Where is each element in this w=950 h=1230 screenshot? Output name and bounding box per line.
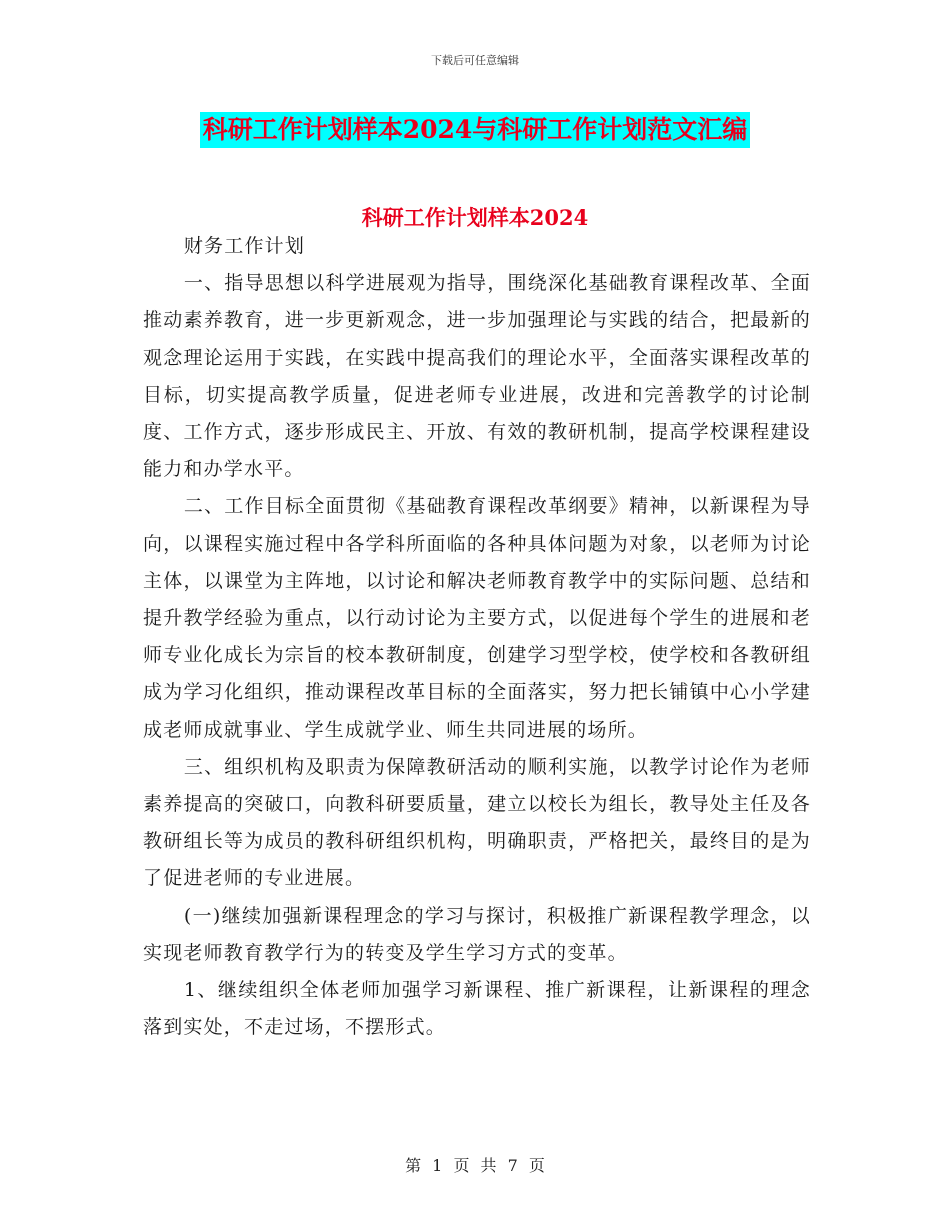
- sub-title: 科研工作计划样本2024: [361, 205, 589, 230]
- paragraph: 1、继续组织全体老师加强学习新课程、推广新课程，让新课程的理念落到实处，不走过场，不摆形式。: [143, 979, 811, 1039]
- page-number: 第 1 页 共 7 页: [405, 1156, 545, 1175]
- paragraph: 二、工作目标全面贯彻《基础教育课程改革纲要》精神，以新课程为导向，以课程实施过程中各学科所面临的各种具体问题为对象，以老师为讨论主体，以课堂为主阵地，以讨论和解决老师教育教学中的实际问题、总结和提升教学经验为重点，以行动讨论为主要方式，以促进每个学生的进展和老师专业化成长为宗旨的校本教研制度，创建学习型学校，使学校和各教研组成为学习化组织，推动课程改革目标的全面落实，努力把长铺镇中心小学建成老师成就事业、学生成就学业、师生共同进展的场所。: [143, 495, 811, 741]
- paragraph: (一)继续加强新课程理念的学习与探讨，积极推广新课程教学理念，以实现老师教育教学行为的转变及学生学习方式的变革。: [143, 904, 811, 964]
- main-title-container: [0, 112, 950, 148]
- paragraph: 财务工作计划: [183, 235, 306, 257]
- main-title: 科研工作计划样本2024与科研工作计划范文汇编: [200, 112, 751, 148]
- header-note: 下载后可任意编辑: [431, 54, 519, 67]
- paragraph: 三、组织机构及职责为保障教研活动的顺利实施，以教学讨论作为老师素养提高的突破口，向教科研要质量，建立以校长为组长，教导处主任及各教研组长等为成员的教科研组织机构，明确职责，严格把关，最终目的是为了促进老师的专业进展。: [143, 755, 811, 890]
- document-body: [143, 228, 811, 1046]
- paragraph: 一、指导思想以科学进展观为指导，围绕深化基础教育课程改革、全面推动素养教育，进一步更新观念，进一步加强理论与实践的结合，把最新的观念理论运用于实践，在实践中提高我们的理论水平，全面落实课程改革的目标，切实提高教学质量，促进老师专业进展，改进和完善教学的讨论制度、工作方式，逐步形成民主、开放、有效的教研机制，提高学校课程建设能力和办学水平。: [143, 272, 811, 481]
